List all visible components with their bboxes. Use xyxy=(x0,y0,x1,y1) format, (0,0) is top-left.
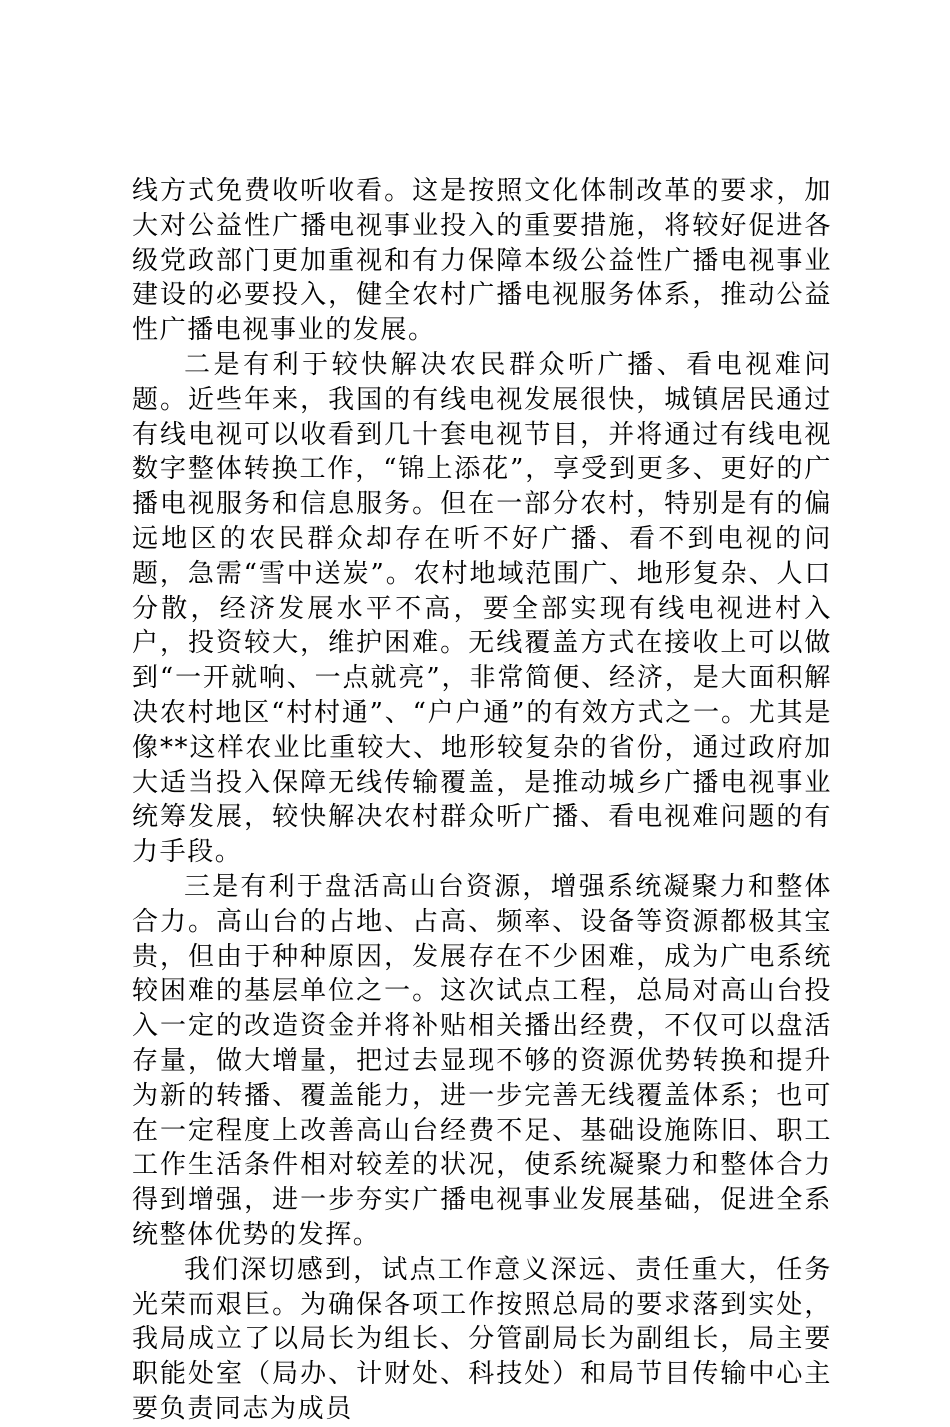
document-body xyxy=(132,174,832,1427)
paragraph-conclusion: 我们深切感到，试点工作意义深远、责任重大，任务光荣而艰巨。为确保各项工作按照总局的要求落到实处，我局成立了以局长为组长、分管副局长为副组长，局主要职能处室（局办、计财处、科技处）和局节目传输中心主要负责同志为成员 xyxy=(132,1254,832,1424)
paragraph-point-two: 二是有利于较快解决农民群众听广播、看电视难问题。近些年来，我国的有线电视发展很快，城镇居民通过有线电视可以收看到几十套电视节目，并将通过有线电视数字整体转换工作，“锦上添花”，享受到更多、更好的广播电视服务和信息服务。但在一部分农村，特别是有的偏远地区的农民群众却存在听不好广播、看不到电视的问题，急需“雪中送炭”。农村地域范围广、地形复杂、人口分散，经济发展水平不高，要全部实现有线电视进村入户，投资较大，维护困难。无线覆盖方式在接收上可以做到“一开就响、一点就亮”，非常简便、经济，是大面积解决农村地区“村村通”、“户户通”的有效方式之一。尤其是像**这样农业比重较大、地形较复杂的省份，通过政府加大适当投入保障无线传输覆盖，是推动城乡广播电视事业统筹发展，较快解决农村群众听广播、看电视难问题的有力手段。 xyxy=(132,349,832,868)
paragraph-point-three: 三是有利于盘活高山台资源，增强系统凝聚力和整体合力。高山台的占地、占高、频率、设备等资源都极其宝贵，但由于种种原因，发展存在不少困难，成为广电系统较困难的基层单位之一。这次试点工程，总局对高山台投入一定的改造资金并将补贴相关播出经费，不仅可以盘活存量，做大增量，把过去显现不够的资源优势转换和提升为新的转播、覆盖能力，进一步完善无线覆盖体系；也可在一定程度上改善高山台经费不足、基础设施陈旧、职工工作生活条件相对较差的状况，使系统凝聚力和整体合力得到增强，进一步夯实广播电视事业发展基础，促进全系统整体优势的发挥。 xyxy=(132,871,832,1250)
paragraph-continuation: 线方式免费收听收看。这是按照文化体制改革的要求，加大对公益性广播电视事业投入的重要措施，将较好促进各级党政部门更加重视和有力保障本级公益性广播电视事业建设的必要投入，健全农村广播电视服务体系，推动公益性广播电视事业的发展。 xyxy=(132,176,832,346)
